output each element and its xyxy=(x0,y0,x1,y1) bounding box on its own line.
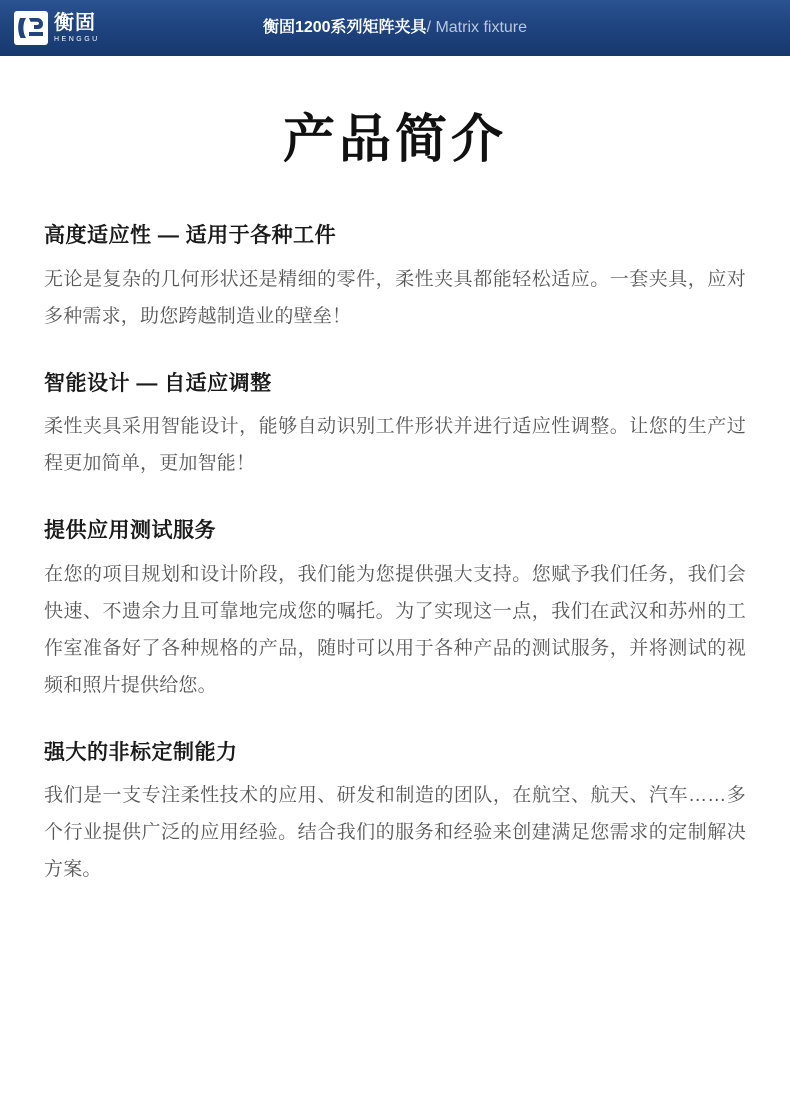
brand-name-en: HENGGU xyxy=(54,36,100,43)
page-header xyxy=(0,0,790,56)
section-heading: 智能设计 — 自适应调整 xyxy=(44,371,272,395)
section-customization xyxy=(44,738,746,889)
brand-logo xyxy=(14,11,100,45)
section-body: 无论是复杂的几何形状还是精细的零件，柔性夹具都能轻松适应。一套夹具，应对多种需求，助您跨越制造业的壁垒！ xyxy=(44,268,746,327)
section-adaptability xyxy=(44,221,746,334)
page-title: 产品简介 xyxy=(282,111,507,169)
header-title xyxy=(0,0,790,56)
page-content xyxy=(0,112,790,888)
brand-name-cn: 衡固 xyxy=(54,12,96,34)
hg-logo-icon xyxy=(14,11,48,45)
section-smart-design xyxy=(44,369,746,482)
section-body: 我们是一支专注柔性技术的应用、研发和制造的团队，在航空、航天、汽车……多个行业提供广泛的应用经验。结合我们的服务和经验来创建满足您需求的定制解决方案。 xyxy=(44,785,746,881)
header-title-en: / Matrix fixture xyxy=(426,19,528,36)
section-heading: 高度适应性 — 适用于各种工件 xyxy=(44,224,337,248)
section-heading: 强大的非标定制能力 xyxy=(44,740,238,764)
section-testing-service xyxy=(44,516,746,704)
brand-wordmark xyxy=(54,13,100,43)
section-heading: 提供应用测试服务 xyxy=(44,519,216,543)
section-body: 柔性夹具采用智能设计，能够自动识别工件形状并进行适应性调整。让您的生产过程更加简单，更加智能！ xyxy=(44,416,746,475)
section-body: 在您的项目规划和设计阶段，我们能为您提供强大支持。您赋予我们任务，我们会快速、不遗余力且可靠地完成您的嘱托。为了实现这一点，我们在武汉和苏州的工作室准备好了各种规格的产品，随时可以用于各种产品的测试服务，并将测试的视频和照片提供给您。 xyxy=(44,563,746,696)
header-title-cn: 衡固1200系列矩阵夹具 xyxy=(262,19,427,36)
